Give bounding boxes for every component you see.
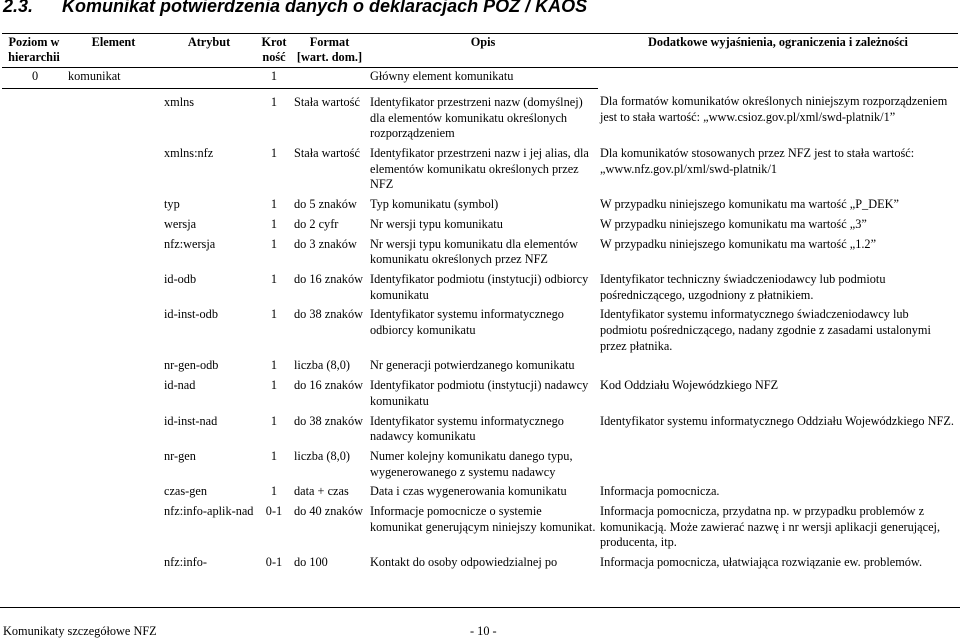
cell-description: Informacje pomocnicze o systemie komunikat generującym niniejszy komunikat. [370, 504, 596, 534]
cell-count: 0-1 [265, 504, 283, 519]
col-header-element: Element [66, 34, 161, 68]
table-row [2, 378, 958, 413]
cell-count: 1 [270, 378, 278, 393]
cell-extra [598, 358, 958, 378]
cell-element [66, 197, 161, 217]
cell-format: liczba (8,0) [294, 448, 350, 463]
cell-attribute: xmlns [164, 94, 195, 109]
table-header-row [2, 34, 958, 68]
cell-extra: Identyfikator systemu informatycznego świadczeniodawcy lub podmiotu pośredniczącego, nadany zgodnie z zasadami ustalonymi przez płatnika. [600, 307, 931, 353]
cell-level [2, 504, 66, 555]
cell-count: 1 [270, 94, 278, 109]
table-row [2, 272, 958, 307]
cell-element [66, 146, 161, 197]
cell-extra: Dla komunikatów stosowanych przez NFZ jest to stała wartość: „www.nfz.gov.pl/xml/swd-platnik/1 [600, 146, 915, 176]
table-row [2, 146, 958, 197]
cell-attribute: nfz:info-aplik-nad [164, 504, 254, 519]
cell-format: data + czas [294, 484, 349, 499]
cell-attribute: typ [164, 197, 180, 212]
cell-count: 1 [270, 358, 278, 373]
table-row [2, 237, 958, 272]
cell-element [66, 272, 161, 307]
cell-format: liczba (8,0) [294, 358, 350, 373]
cell-format: do 2 cyfr [294, 216, 339, 231]
section-title: Komunikat potwierdzenia danych o deklaracjach POZ / KAOS [62, 0, 588, 16]
cell-element [66, 555, 161, 575]
cell-element: komunikat [66, 68, 161, 89]
cell-level [2, 88, 66, 146]
col-header-extra: Dodatkowe wyjaśnienia, ograniczenia i zależności [598, 34, 958, 68]
cell-level [2, 307, 66, 358]
cell-attribute: id-nad [164, 378, 196, 393]
col-header-count: Krot ność [257, 34, 291, 68]
footer-left: Komunikaty szczegółowe NFZ [3, 624, 157, 638]
cell-count: 1 [270, 216, 278, 231]
cell-extra: W przypadku niniejszego komunikatu ma wartość „P_DEK” [600, 197, 899, 212]
cell-count: 1 [270, 236, 278, 251]
cell-extra: Informacja pomocnicza, ułatwiająca rozwiązanie ew. problemów. [600, 555, 923, 570]
cell-attribute: id-inst-odb [164, 307, 218, 322]
cell-attribute: id-inst-nad [164, 413, 218, 428]
cell-level [2, 146, 66, 197]
cell-extra: Kod Oddziału Wojewódzkiego NFZ [600, 378, 779, 393]
cell-extra: Identyfikator systemu informatycznego Oddziału Wojewódzkiego NFZ. [600, 413, 954, 428]
cell-count: 1 [270, 197, 278, 212]
cell-attribute: wersja [164, 216, 197, 231]
cell-element [66, 484, 161, 504]
cell-format: Stała wartość [294, 146, 360, 160]
cell-attribute: nfz:wersja [164, 236, 216, 251]
col-header-format: Format [wart. dom.] [291, 34, 368, 68]
table-row [2, 88, 958, 146]
table-row-root [2, 68, 958, 89]
cell-description: Data i czas wygenerowania komunikatu [370, 484, 567, 499]
table-row [2, 217, 958, 237]
cell-element [66, 217, 161, 237]
cell-attribute [161, 68, 257, 89]
cell-element [66, 504, 161, 555]
cell-extra: Dla formatów komunikatów określonych niniejszym rozporządzeniem jest to stała wartość: „www.csioz.gov.pl/xml/swd-platnik/1” [600, 94, 948, 125]
cell-description: Nr wersji typu komunikatu dla elementów komunikatu określonych przez NFZ [370, 236, 578, 267]
table-row [2, 555, 958, 575]
cell-format: do 38 znaków [294, 307, 363, 322]
cell-element [66, 88, 161, 146]
col-header-description: Opis [368, 34, 598, 68]
cell-format: do 5 znaków [294, 197, 357, 212]
cell-count: 1 [270, 448, 278, 463]
cell-extra [598, 449, 958, 484]
cell-description: Identyfikator systemu informatycznego odbiorcy komunikatu [370, 307, 564, 338]
cell-format: do 3 znaków [294, 236, 357, 251]
col-header-attribute: Atrybut [161, 34, 257, 68]
table-row [2, 197, 958, 217]
cell-level [2, 484, 66, 504]
cell-description: Nr generacji potwierdzanego komunikatu [370, 358, 575, 373]
table-row [2, 414, 958, 449]
cell-element [66, 307, 161, 358]
cell-element [66, 237, 161, 272]
cell-count: 1 [257, 68, 291, 89]
cell-count: 0-1 [265, 555, 283, 570]
cell-level [2, 449, 66, 484]
cell-count: 1 [270, 146, 278, 160]
cell-extra: Identyfikator techniczny świadczeniodawcy lub podmiotu pośredniczącego, uzgodniony z płatnikiem. [600, 271, 886, 302]
cell-count: 1 [270, 413, 278, 428]
cell-format: do 38 znaków [294, 413, 363, 428]
message-spec-table [2, 33, 958, 575]
cell-level [2, 237, 66, 272]
cell-level [2, 358, 66, 378]
cell-description: Numer kolejny komunikatu danego typu, wygenerowanego z systemu nadawcy [370, 448, 573, 479]
cell-attribute: czas-gen [164, 484, 208, 499]
cell-level [2, 272, 66, 307]
cell-description: Główny element komunikatu [368, 68, 598, 89]
cell-extra: W przypadku niniejszego komunikatu ma wartość „1.2” [600, 236, 877, 251]
cell-count: 1 [270, 271, 278, 286]
cell-element [66, 358, 161, 378]
cell-description: Identyfikator podmiotu (instytucji) nadawcy komunikatu [370, 378, 589, 408]
cell-attribute: xmlns:nfz [164, 146, 214, 160]
cell-count: 1 [270, 484, 278, 499]
table-row [2, 449, 958, 484]
cell-element [66, 449, 161, 484]
cell-extra: Informacja pomocnicza, przydatna np. w przypadku problemów z komunikacją. Może zawierać nazwę i nr wersji aplikacji generującej, producenta, itp. [600, 504, 941, 550]
cell-attribute: nr-gen [164, 448, 196, 463]
cell-attribute: id-odb [164, 271, 197, 286]
cell-extra: Informacja pomocnicza. [600, 484, 720, 499]
table-row [2, 504, 958, 555]
cell-level [2, 378, 66, 413]
cell-description: Identyfikator systemu informatycznego nadawcy komunikatu [370, 413, 564, 444]
col-header-level: Poziom w hierarchii [2, 34, 66, 68]
cell-level [2, 414, 66, 449]
table-row [2, 484, 958, 504]
footer-divider [0, 607, 960, 608]
cell-format: do 16 znaków [294, 271, 363, 286]
cell-element [66, 414, 161, 449]
cell-format [291, 68, 368, 89]
section-number: 2.3. [3, 0, 34, 16]
cell-level [2, 197, 66, 217]
cell-format: do 100 [294, 555, 328, 570]
cell-format: Stała wartość [294, 94, 360, 109]
cell-attribute: nfz:info- [164, 555, 208, 570]
footer-page-number: - 10 - [470, 624, 497, 638]
cell-description: Nr wersji typu komunikatu [370, 216, 503, 231]
cell-element [66, 378, 161, 413]
table-row [2, 358, 958, 378]
cell-description: Identyfikator podmiotu (instytucji) odbiorcy komunikatu [370, 271, 589, 302]
cell-description: Kontakt do osoby odpowiedzialnej po [370, 555, 558, 570]
cell-level [2, 555, 66, 575]
cell-attribute: nr-gen-odb [164, 358, 219, 373]
cell-count: 1 [270, 307, 278, 322]
cell-description: Typ komunikatu (symbol) [370, 197, 499, 212]
cell-extra: W przypadku niniejszego komunikatu ma wartość „3” [600, 216, 867, 231]
cell-format: do 16 znaków [294, 378, 363, 393]
cell-description: Identyfikator przestrzeni nazw i jej alias, dla elementów komunikatu określonych przez NFZ [370, 146, 589, 192]
cell-extra [598, 68, 958, 89]
cell-description: Identyfikator przestrzeni nazw (domyślnej) dla elementów komunikatu określonych rozporządzeniem [370, 94, 583, 141]
cell-format: do 40 znaków [294, 504, 363, 519]
cell-level: 0 [2, 68, 66, 89]
table-row [2, 307, 958, 358]
cell-level [2, 217, 66, 237]
